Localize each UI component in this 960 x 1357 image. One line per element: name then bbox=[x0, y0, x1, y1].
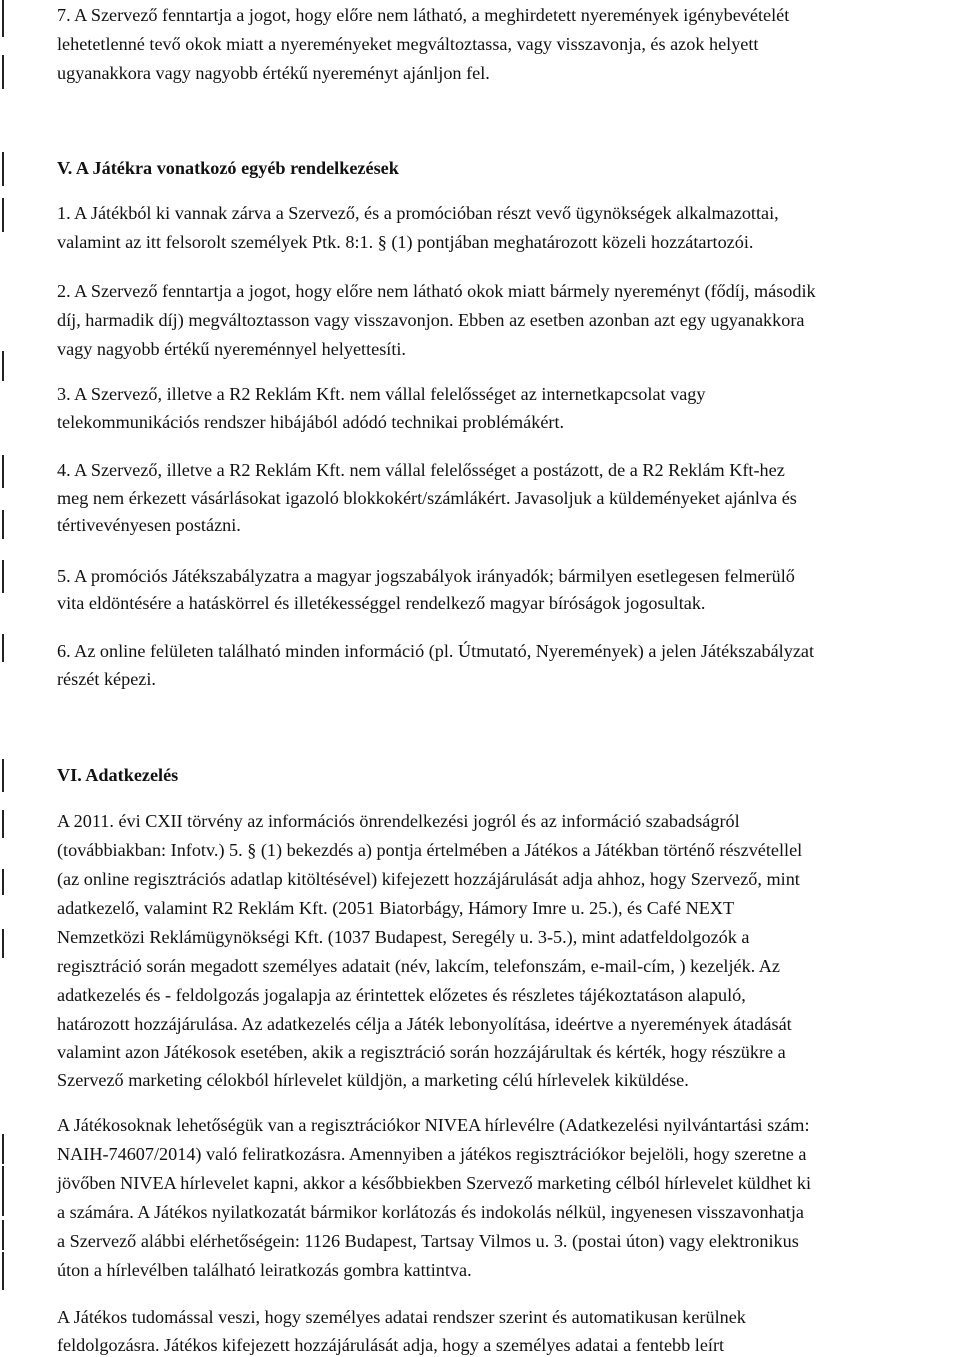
text-line: 7. A Szervező fenntartja a jogot, hogy előre nem látható, a meghirdetett nyeremények igénybevételét bbox=[57, 5, 790, 25]
text-line: ugyanakkora vagy nagyobb értékű nyereményt ajánljon fel. bbox=[57, 63, 490, 83]
text-line: vagy nagyobb értékű nyereménnyel helyettesíti. bbox=[57, 339, 406, 359]
text-line: 1. A Játékból ki vannak zárva a Szervező, és a promócióban részt vevő ügynökségek alkalmazottai, bbox=[57, 203, 779, 223]
change-bar bbox=[2, 198, 4, 232]
text-line: A Játékos tudomással veszi, hogy személyes adatai rendszer szerint és automatikusan kerülnek bbox=[57, 1307, 746, 1327]
text-line: adatkezelő, valamint R2 Reklám Kft. (2051 Biatorbágy, Hámory Imre u. 25.), és Café NEXT bbox=[57, 898, 735, 918]
text-line: adatkezelés és - feldolgozás jogalapja az érintettek előzetes és részletes tájékoztatáson alapuló, bbox=[57, 985, 746, 1005]
text-line: regisztráció során megadott személyes adatait (név, lakcím, telefonszám, e-mail-cím, ) kezeljék. Az bbox=[57, 956, 780, 976]
text-line: tértivevényesen postázni. bbox=[57, 515, 241, 535]
text-line: 5. A promóciós Játékszabályzatra a magyar jogszabályok irányadók; bármilyen esetlegesen felmerülő bbox=[57, 566, 795, 586]
change-bar bbox=[2, 351, 4, 381]
change-bar bbox=[2, 55, 4, 89]
text-line: meg nem érkezett vásárlásokat igazoló blokkokért/számlákért. Javasoljuk a küldeményeket ajánlva és bbox=[57, 488, 797, 508]
change-bar bbox=[2, 810, 4, 838]
change-bar bbox=[2, 455, 4, 488]
text-line: a számára. A Játékos nyilatkozatát bármikor korlátozás és indokolás nélkül, ingyenesen visszavonhatja bbox=[57, 1202, 804, 1222]
text-line: valamint azon Játékosok esetében, akik a regisztráció során hozzájárultak és kérték, hogy részükre a bbox=[57, 1042, 786, 1062]
change-bar bbox=[2, 1220, 4, 1250]
text-line: lehetetlenné tevő okok miatt a nyereményeket megváltoztassa, vagy visszavonja, és azok helyett bbox=[57, 34, 759, 54]
text-line: vita eldöntésére a hatáskörrel és illetékességgel rendelkező magyar bíróságok jogosultak. bbox=[57, 593, 706, 613]
change-bar bbox=[2, 152, 4, 186]
text-line: 4. A Szervező, illetve a R2 Reklám Kft. nem vállal felelősséget a postázott, de a R2 Reklám Kft-hez bbox=[57, 460, 785, 480]
text-line: feldolgozásra. Játékos kifejezett hozzájárulását adja, hogy a személyes adatai a fentebb leírt bbox=[57, 1335, 725, 1355]
text-line: (az online regisztrációs adatlap kitöltésével) kifejezett hozzájárulását adja ahhoz, hogy Szervező, mint bbox=[57, 869, 800, 889]
text-line: (továbbiakban: Infotv.) 5. § (1) bekezdés a) pontja értelmében a Játékos a Játékban történő részvétellel bbox=[57, 840, 803, 860]
text-line: 6. Az online felületen található minden információ (pl. Útmutató, Nyeremények) a jelen Játékszabályzat bbox=[57, 641, 815, 661]
text-line: a Szervező alábbi elérhetőségein: 1126 Budapest, Tartsay Vilmos u. 3. (postai úton) vagy elektronikus bbox=[57, 1231, 799, 1251]
text-line: részét képezi. bbox=[57, 669, 156, 689]
text-line: Nemzetközi Reklámügynökségi Kft. (1037 Budapest, Seregély u. 3-5.), mint adatfeldolgozók a bbox=[57, 927, 750, 947]
section-heading: V. A Játékra vonatkozó egyéb rendelkezések bbox=[57, 158, 399, 178]
change-bar bbox=[2, 869, 4, 895]
text-line: határozott hozzájárulása. Az adatkezelés célja a Játék lebonyolítása, ideértve a nyeremények átadását bbox=[57, 1014, 792, 1034]
text-line: NAIH-74607/2014) való feliratkozásra. Amennyiben a játékos regisztrációkor bejelöli, hogy szeretne a bbox=[57, 1144, 807, 1164]
text-line: 2. A Szervező fenntartja a jogot, hogy előre nem látható okok miatt bármely nyereményt (fődíj, második bbox=[57, 281, 816, 301]
change-bar bbox=[2, 0, 4, 37]
text-line: valamint az itt felsorolt személyek Ptk. 8:1. § (1) pontjában meghatározott közeli hozzátartozói. bbox=[57, 232, 754, 252]
text-line: telekommunikációs rendszer hibájából adódó technikai problémákért. bbox=[57, 412, 565, 432]
text-line: jövőben NIVEA hírlevelet kapni, akkor a későbbiekben Szervező marketing célból hírlevelet küldhet ki bbox=[57, 1173, 812, 1193]
section-heading: VI. Adatkezelés bbox=[57, 765, 179, 785]
change-bar bbox=[2, 560, 4, 593]
change-bar bbox=[2, 510, 4, 539]
change-bar bbox=[2, 1166, 4, 1216]
text-line: 3. A Szervező, illetve a R2 Reklám Kft. nem vállal felelősséget az internetkapcsolat vagy bbox=[57, 384, 706, 404]
text-line: A Játékosoknak lehetőségük van a regisztrációkor NIVEA hírlevélre (Adatkezelési nyilvántartási szám: bbox=[57, 1115, 810, 1135]
change-bar bbox=[2, 929, 4, 958]
change-bar bbox=[2, 1134, 4, 1164]
change-bar bbox=[2, 634, 4, 662]
text-line: A 2011. évi CXII törvény az információs önrendelkezési jogról és az információ szabadságról bbox=[57, 811, 740, 831]
change-bar bbox=[2, 1252, 4, 1290]
text-line: úton a hírlevélben található leiratkozás gombra kattintva. bbox=[57, 1260, 472, 1280]
text-line: díj, harmadik díj) megváltoztasson vagy visszavonjon. Ebben az esetben azonban azt egy ugyanakkora bbox=[57, 310, 805, 330]
text-line: Szervező marketing célokból hírlevelet küldjön, a marketing célú hírlevelek kiküldése. bbox=[57, 1070, 689, 1090]
change-bar bbox=[2, 759, 4, 792]
